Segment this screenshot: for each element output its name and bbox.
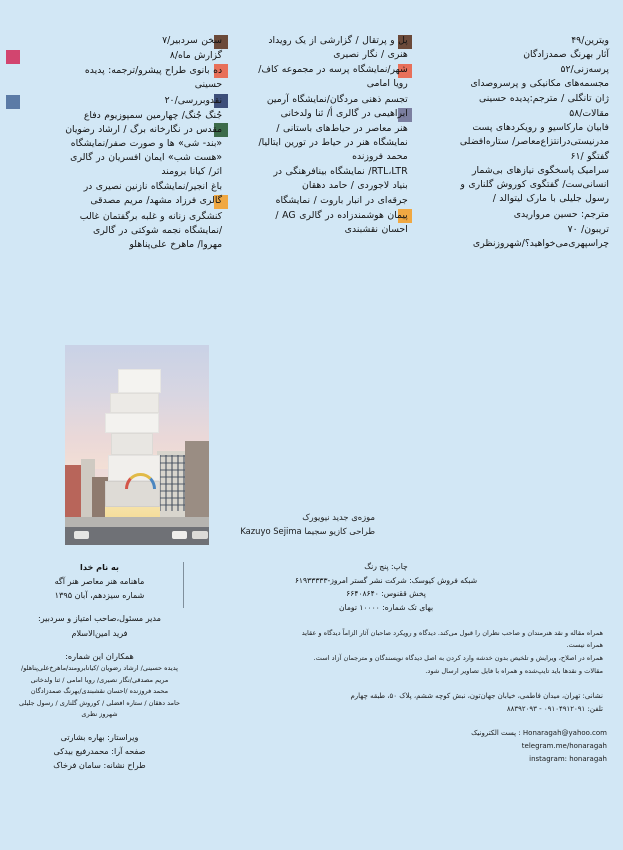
toc-entry[interactable] xyxy=(228,93,408,121)
toc-entry[interactable] xyxy=(228,165,408,193)
museum-box-2 xyxy=(110,393,159,413)
contributor-line: پدیده حسینی/ ارشاد رضویان /کیانابرومند/ماهرخ‌علی‌پناهلو/ xyxy=(21,663,178,672)
toc-entry[interactable] xyxy=(20,64,222,92)
toc-entry[interactable] xyxy=(412,150,609,207)
toc-entry-title: پل و پرتقال / گزارشی از یک رویداد xyxy=(268,35,408,46)
toc-entry-detail: «هست شب» ایمان افسریان در گالری xyxy=(70,152,223,163)
toc-entry-detail: رویا امامی xyxy=(366,78,408,90)
toc-entry-detail: فابیان مارکاسیو و رویکردهای پست xyxy=(472,121,609,133)
toc-entry-detail: «بند- شی» ها و صورت صفر/نمایشگاه xyxy=(70,137,223,149)
toc-entry-detail: مجسمه‌های مکانیکی و پرسروصدای xyxy=(470,78,609,90)
contact-line[interactable]: telegram.me/honaragah xyxy=(521,742,607,751)
toc-entry[interactable] xyxy=(228,63,408,91)
toc-entry[interactable] xyxy=(412,223,609,251)
section-color-marker xyxy=(6,95,20,109)
toc-entry-title: RTL،LTR/ نمایشگاه بینافرهنگی در xyxy=(273,166,408,178)
figure-caption xyxy=(0,510,375,539)
submission-note-line: مقالات و نقدها باید تایپ‌شده و همراه با فایل تصاویر ارسال شود. xyxy=(425,667,603,676)
toc-entry[interactable] xyxy=(228,194,408,236)
toc-entry-detail: بنیاد لاجوردی / حامد دهقان xyxy=(302,180,408,192)
toc-entry-title: تجسم ذهنی مردگان/نمایشگاه آرمین xyxy=(266,93,408,105)
toc-entry-title: کنشگری زنانه و غلبه برگفتمان غالب xyxy=(79,210,223,222)
toc-entry-detail: حسینی xyxy=(194,79,223,91)
toc-entry-title: ویترین/۴۹ xyxy=(571,35,609,46)
toc-entry[interactable] xyxy=(20,180,222,208)
contributor-line: شهروز نظری xyxy=(81,710,118,719)
toc-entry-title: سخن سردبیر/۷ xyxy=(162,35,223,46)
toc-column-right xyxy=(12,34,222,253)
toc-entry[interactable] xyxy=(20,210,222,252)
toc-entry-title: گزارش ماه/۸ xyxy=(169,50,223,62)
toc-entry-title: هنر معاصر در حیاط‌های باستانی / xyxy=(276,122,408,134)
toc-entry-title: گفتگو /۶۱ xyxy=(570,151,609,162)
toc-entry-title: مترجم: حسین مرواریدی xyxy=(513,208,609,220)
window-grid xyxy=(159,455,185,511)
spacer xyxy=(14,602,185,611)
toc-entry[interactable] xyxy=(412,63,609,105)
toc-entry-detail: نمایشگاه هنر در حیاط در تورین ایتالیا/ xyxy=(258,136,408,148)
toc-entry-detail: گالری فرزاد مشهد/ مریم مصدقی xyxy=(90,195,223,207)
invocation: به نام خدا xyxy=(80,562,119,572)
museum-box-3 xyxy=(105,413,158,433)
address-line: نشانی: تهران، میدان فاطمی، خیابان جهان‌تون، نبش کوچه ششم، پلاک ۵۰، طبقه چهارم xyxy=(350,692,603,700)
toc-entry-title: پرسه‌زنی/۵۲ xyxy=(560,64,609,76)
contact-line[interactable]: پست الکترونیک : Honaragah@yahoo.com xyxy=(471,728,607,737)
address-line: تلفن: ۰۹۱۰۴۹۱۲۰۹۱ - ۸۸۳۹۲۰۹۳ xyxy=(506,704,603,713)
vertical-divider xyxy=(183,562,184,608)
toc-entry-detail: ابراهیمی در گالری أ/ ثنا ولدخانی xyxy=(280,107,408,119)
price-line: بهای تک شماره: ۱۰۰۰۰ تومان xyxy=(338,602,434,612)
submission-note-line: همراه در اصلاح، ویرایش و تلخیص بدون خدشه وارد کردن به اصل دیدگاه نویسندگان و مترجمان آزاد است. xyxy=(313,654,603,663)
toc-entry[interactable] xyxy=(20,109,222,180)
toc-entry[interactable] xyxy=(20,49,222,63)
toc-entry-detail: چراسپهری‌می‌خواهید؟/شهروزنظری xyxy=(472,237,609,249)
logo-designer-line: طراح نشانه: سامان فرخاک xyxy=(53,760,146,771)
toc-entry-title: جُنگ جُنگ/ چهارمین سمپوزیوم دفاع xyxy=(83,109,223,121)
toc-entry-title: شهر/نمایشگاه پرسه در مجموعه کاف/ xyxy=(258,64,408,76)
spacer xyxy=(14,640,185,649)
submission-notes xyxy=(195,627,607,678)
toc-entry[interactable] xyxy=(412,208,609,222)
toc-entry[interactable] xyxy=(412,34,609,62)
layout-designer-line: صفحه آرا: محمدرفیع بیدکی xyxy=(53,745,146,756)
table-of-contents xyxy=(0,34,623,253)
toc-entry[interactable] xyxy=(20,94,222,108)
toc-entry[interactable] xyxy=(412,107,609,149)
imprint-details xyxy=(195,560,607,615)
toc-entry[interactable] xyxy=(228,34,408,62)
toc-entry-detail: احسان نقشبندی xyxy=(344,223,408,235)
colophon xyxy=(0,560,623,772)
spacer xyxy=(14,721,185,730)
toc-entry[interactable] xyxy=(228,122,408,164)
contact-block xyxy=(195,727,607,767)
toc-entry-title: تریبون/ ۷۰ xyxy=(567,223,609,235)
contributors-label: همکاران این شماره: xyxy=(65,650,134,661)
submission-note-line: همراه نیست. xyxy=(566,641,603,650)
toc-entry-detail: آثار بهرنگ صمدزادگان xyxy=(523,49,609,61)
submission-note-line: همراه مقاله و نقد هنرمندان و صاحب نظران را قبول می‌کند. دیدگاه و رویکرد صاحبان آثار الزاماً دیدگاه و عقاید xyxy=(301,628,603,637)
toc-entry-title: نقدوبررسی/۲۰ xyxy=(164,94,223,106)
toc-entry[interactable] xyxy=(20,34,222,48)
print-line: چاپ: پنج رنگ xyxy=(364,562,408,571)
toc-entry-detail: پیمان هوشمندزاده در گالری AG / xyxy=(275,209,408,221)
imprint-block xyxy=(189,560,607,772)
toc-entry-detail: ژان تانگلی / مترجم:پدیده حسینی xyxy=(478,92,609,104)
toc-entry-detail: مدرنیستی‌درانتزاع‌معاصر/ ستاره‌افضلی xyxy=(459,135,609,147)
toc-entry-title: باغ انجیر/نمایشگاه نازنین نصیری در xyxy=(83,181,223,193)
toc-entry-detail: رسول جلیلی با مارک لیتوالد / xyxy=(492,193,609,205)
toc-entry-detail: هنری / نگار نصیری xyxy=(333,49,408,61)
editor-name: فرید امین‌الاسلام xyxy=(71,627,128,638)
masthead-block xyxy=(14,560,189,772)
contributor-line: مریم مصدقی/نگار نصیری/ رویا امامی / ثنا ولدخانی xyxy=(30,675,169,684)
contributors-list xyxy=(14,663,185,721)
toc-entry-detail: انسانی‌ست/ گفتگوی کوروش گلناری و xyxy=(460,179,609,191)
subscription-line: پخش ققنوس: ۶۶۴۰۸۶۴۰ xyxy=(346,589,426,599)
toc-entry-detail: سرامیک پاسخگوی نیازهای بی‌شمار xyxy=(472,165,609,177)
museum-box-1 xyxy=(118,369,161,393)
issue-line: شماره سیزدهم، آبان ۱۳۹۵ xyxy=(54,590,145,601)
address-block xyxy=(195,690,607,716)
editor-label: مدیر مسئول،صاحب امتیاز و سردبیر: xyxy=(37,613,162,624)
figure-caption-line: طراحی کازیو سجیما Kazuyo Sejima xyxy=(240,526,375,537)
toc-column-middle xyxy=(222,34,408,253)
contributor-line: حامد دهقان / ستاره افضلی / کوروش گلناری / رسول جلیلی xyxy=(19,698,180,707)
toc-entry-detail: مهروا/ ماهرخ علی‌پناهلو xyxy=(129,238,223,250)
toc-entry-title: ده بانوی طراح پیشرو/ترجمه: پدیده xyxy=(84,65,223,77)
distribution-line: شبکه فروش کیوسک: شرکت نشر گستر امروز-۶۱۹۳۳۳۳۳ xyxy=(294,575,478,585)
toc-entry-detail: /نمایشگاه نجمه شوکتی در گالری xyxy=(92,224,223,236)
toc-entry-detail: مقدس در نگارخانه برگ / ارشاد رضویان xyxy=(65,123,223,135)
publication-title: ماهنامه هنر معاصر هنر آگه xyxy=(54,576,145,587)
section-color-marker xyxy=(6,50,20,64)
toc-entry-title: جرقه‌ای در انبار باروت / نمایشگاه xyxy=(275,195,408,207)
museum-box-4 xyxy=(111,433,153,455)
toc-column-left xyxy=(408,34,609,253)
proofreader-line: ویراستار: بهاره بشارتی xyxy=(60,731,139,742)
toc-entry-detail: اثر/ کیانا برومند xyxy=(161,166,223,178)
figure-caption-line: موزه‌ی جدید نیویورک xyxy=(302,512,375,522)
toc-entry-detail: محمد فروزنده xyxy=(352,151,408,162)
contact-line[interactable]: instagram: honaragah xyxy=(529,755,607,764)
contributor-line: محمد فروزنده /احسان نقشبندی/بهرنگ صمدزادگان xyxy=(30,687,169,696)
toc-entry-title: مقالات/۵۸ xyxy=(569,107,609,119)
